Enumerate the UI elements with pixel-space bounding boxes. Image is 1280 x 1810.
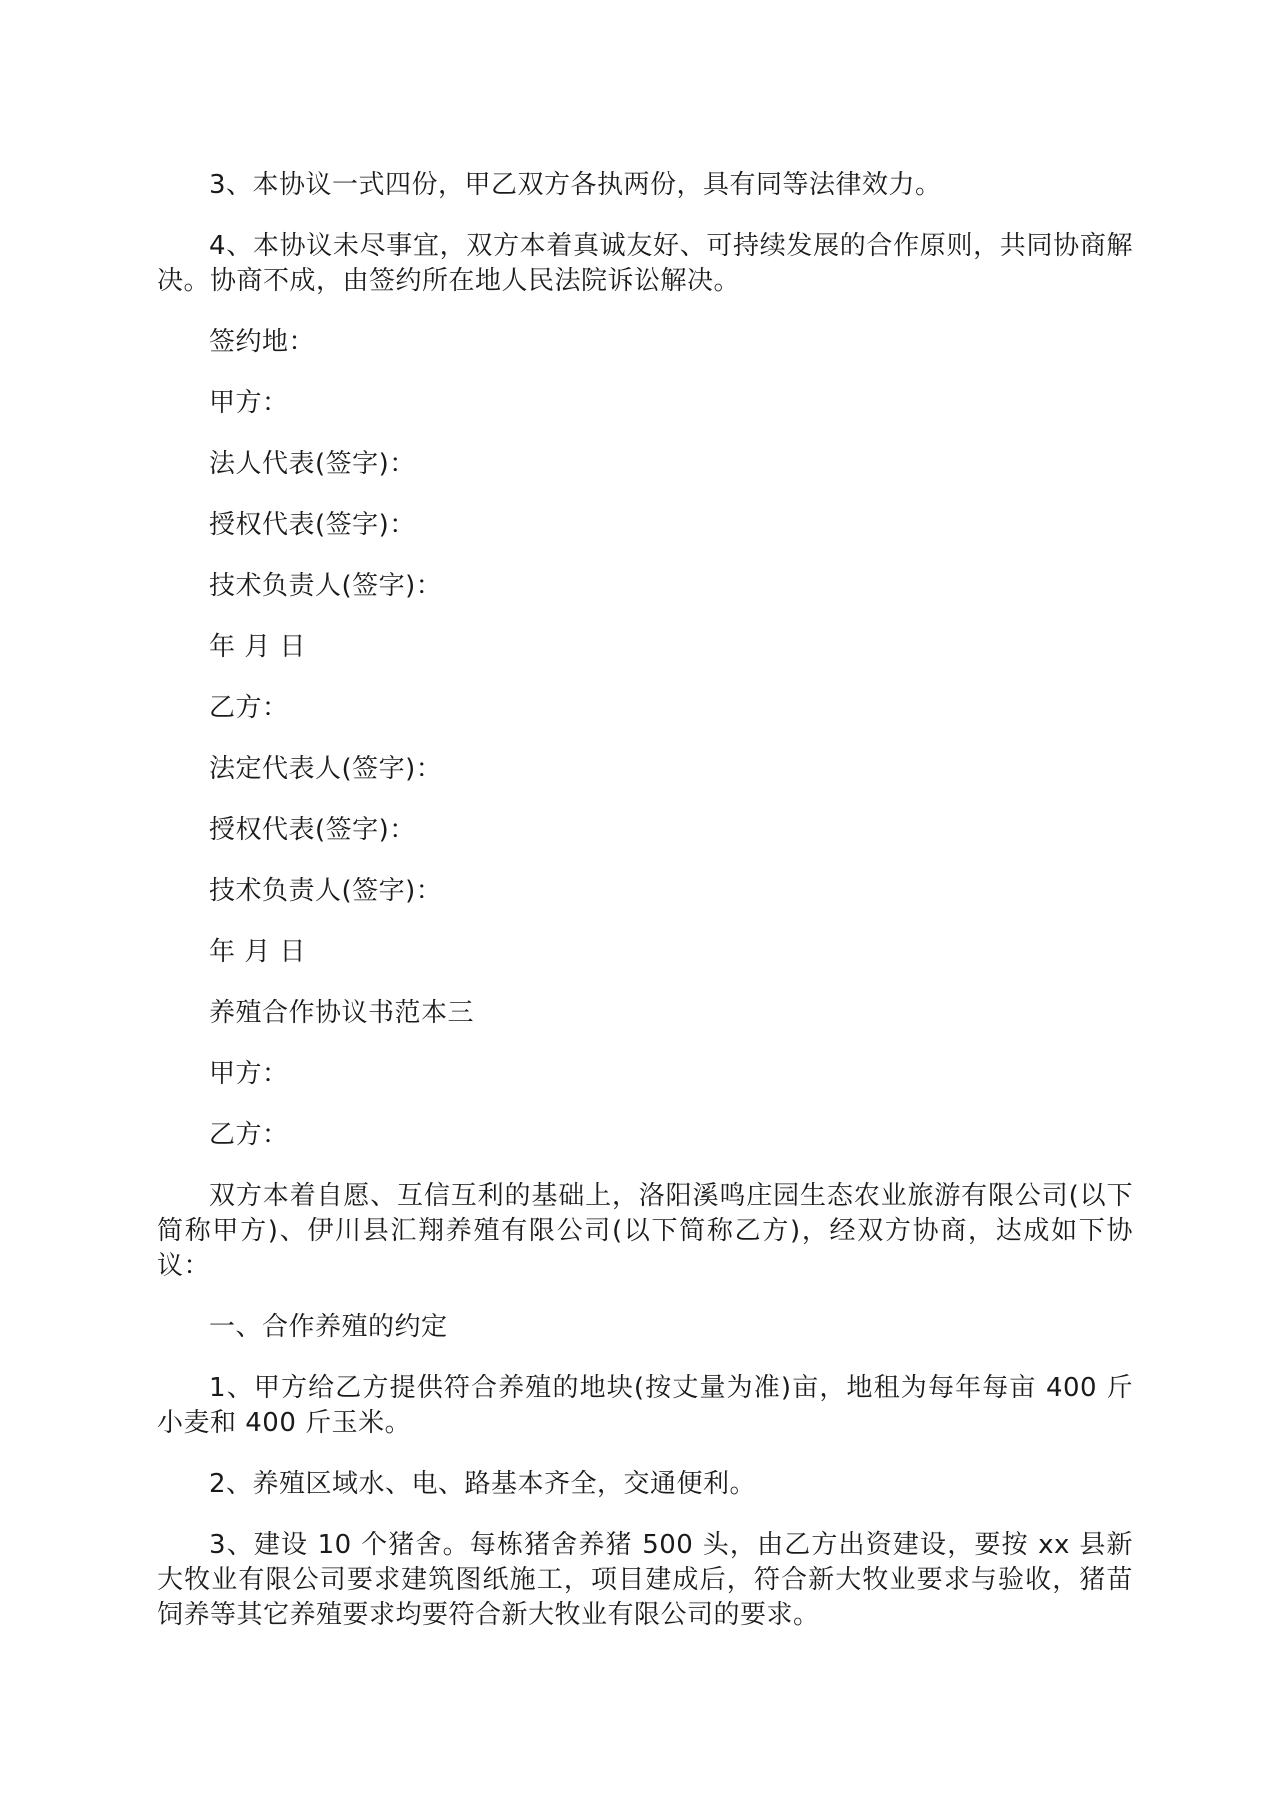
clause-4-disputes: 4、本协议未尽事宜，双方本着真诚友好、可持续发展的合作原则，共同协商解决。协商不成，由签约所在地人民法院诉讼解决。: [157, 231, 1133, 296]
clause-3-copies: 3、本协议一式四份，甲乙双方各执两份，具有同等法律效力。: [209, 170, 942, 200]
party-b-authorized-rep-signature: 授权代表(签字)：: [209, 815, 416, 845]
party-b-label: 乙方：: [209, 693, 289, 723]
section-one-heading: 一、合作养殖的约定: [209, 1312, 448, 1342]
signing-place-label: 签约地：: [209, 327, 316, 357]
party-b-date: 年 月 日: [209, 937, 307, 967]
party-b-legal-rep-signature: 法定代表人(签字)：: [209, 754, 443, 784]
agreement-preamble: 双方本着自愿、互信互利的基础上，洛阳溪鸣庄园生态农业旅游有限公司(以下简称甲方)、伊川县汇翔养殖有限公司(以下简称乙方)，经双方协商，达成如下协议：: [157, 1181, 1133, 1281]
document-body: [157, 168, 1133, 1633]
party-a-date: 年 月 日: [209, 632, 307, 662]
clause-1-land-rent: 1、甲方给乙方提供符合养殖的地块(按丈量为准)亩，地租为每年每亩 400 斤小麦和 400 斤玉米。: [157, 1373, 1133, 1438]
party-b-technical-lead-signature: 技术负责人(签字)：: [209, 876, 443, 906]
template-three-title: 养殖合作协议书范本三: [209, 998, 475, 1028]
party-a-authorized-rep-signature: 授权代表(签字)：: [209, 510, 416, 540]
clause-3-pig-houses: 3、建设 10 个猪舍。每栋猪舍养猪 500 头，由乙方出资建设，要按 xx 县新大牧业有限公司要求建筑图纸施工，项目建成后，符合新大牧业要求与验收，猪苗饲养等其它养殖要求均要符合新大牧业有限公司的要求。: [157, 1530, 1133, 1630]
party-a-label-2: 甲方：: [209, 1059, 289, 1089]
party-a-technical-lead-signature: 技术负责人(签字)：: [209, 571, 443, 601]
party-a-label: 甲方：: [209, 388, 289, 418]
party-a-legal-rep-signature: 法人代表(签字)：: [209, 449, 416, 479]
clause-2-infrastructure: 2、养殖区域水、电、路基本齐全，交通便利。: [209, 1469, 757, 1499]
party-b-label-2: 乙方：: [209, 1120, 289, 1150]
